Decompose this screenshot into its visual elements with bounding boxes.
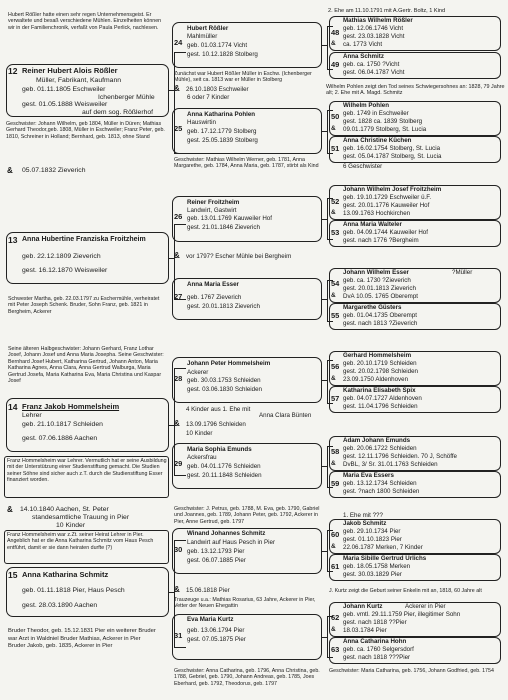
- birth: geb. 13.12.1793 Pier: [187, 548, 245, 555]
- person-name: Jakob Schmitz: [343, 520, 387, 527]
- person-name: Anna Maria Esser: [187, 281, 239, 288]
- birth: geb. 17.12.1779 Stolberg: [187, 128, 257, 135]
- birth: geb. ca. 1750 ?Vicht: [343, 61, 400, 68]
- person-name: Maria Sophia Emunds: [187, 446, 252, 453]
- person-number: 54: [331, 279, 340, 288]
- birth-place: Ichenberger Mühle: [98, 94, 155, 101]
- siblings-note: Geschwister: Mathias Wilhelm Werner, geb. 1781, Anna Margarethe, geb. 1784, Anna Maria, geb. 1787, stirbt als Kind: [174, 157, 319, 170]
- person-name: Reiner Froitzheim: [187, 199, 240, 206]
- marriage: 13.09.1763 Hochkirchen: [343, 210, 411, 217]
- person-number: 27: [174, 292, 183, 301]
- marriage: DvBL, 3/ Sr. 31.01.1763 Schleiden: [343, 461, 438, 468]
- death: gest. 20.02.1798 Schleiden: [343, 368, 418, 375]
- birth-report-note: J. Kurtz zeigt die Geburt seiner Enkelin mit an, 1818, 60 Jahre alt: [329, 588, 482, 594]
- death: gest. 12.11.1796 Schleiden. 70 J, Schöffe: [343, 453, 457, 460]
- person-name: Hubert Rößler: [187, 25, 229, 32]
- occupation: Landwirt, Gastwirt: [187, 207, 237, 214]
- marriage: 09.01.1779 Stolberg, St. Lucia: [343, 126, 427, 133]
- birth: geb. 20.10.1719 Schleiden: [343, 360, 417, 367]
- birth: geb. 13.12.1734 Schleiden: [343, 480, 417, 487]
- marriage: 18.03.1784 Pier: [343, 627, 387, 634]
- death: gest. nach 1813 ?Zieverich: [343, 320, 418, 327]
- occupation: Müller, Fabrikant, Kaufmann: [36, 77, 122, 84]
- death: gest. 28.03.1890 Aachen: [22, 602, 98, 609]
- birth: geb. 18.05.1758 Merken: [343, 563, 411, 570]
- person-number: 49: [331, 60, 340, 69]
- person-name: Anna Katharina Schmitz: [22, 570, 109, 579]
- marriage-symbol: &: [331, 375, 336, 382]
- birth: geb. 01.11.1805 Eschweiler: [22, 86, 106, 93]
- second-marriage-note: 2. Ehe am 11.10.1791 mit A.Gertr. Boltz, 1 Kind: [328, 8, 446, 14]
- marriage: 14.10.1840 Aachen, St. Peter: [20, 506, 109, 513]
- siblings-note: Schwester Martha, geb. 22.03.1797 zu Eschermühle, verheiratet mit Peter Joseph Schenk. Bruder, Sohn Franz, geb. 1821 in Bergheim, Ackerer: [8, 296, 160, 315]
- person-number: 31: [174, 631, 183, 640]
- death: gest. 20.11.1848 Schleiden: [187, 472, 262, 479]
- death: gest. 05.04.1787 Stolberg, St. Lucia: [343, 153, 442, 160]
- death: gest. nach 1818 ???Pier: [343, 654, 411, 661]
- birth: geb. 01.04.1735 Oberempt: [343, 312, 417, 319]
- death: gest. 20.01.1813 Zieverich: [343, 285, 416, 292]
- person-number: 13: [8, 235, 18, 245]
- marriage-symbol: &: [331, 292, 336, 299]
- death: gest. 16.12.1870 Weisweiler: [22, 267, 108, 274]
- person-number: 14: [8, 402, 18, 412]
- person-number: 60: [331, 530, 340, 539]
- death: gest. 21.01.1846 Zieverich: [187, 224, 260, 231]
- death: gest. 07.05.1875 Pier: [187, 636, 246, 643]
- marriage: 13.09.1796 Schleiden: [186, 421, 246, 428]
- person-number: 51: [331, 144, 340, 153]
- first-marriage-note: 1. Ehe mit ???: [343, 512, 383, 519]
- marriage-symbol: &: [331, 40, 336, 47]
- first-marriage: 4 Kinder aus 1. Ehe mit: [186, 406, 251, 413]
- person-name: Anna Hubertine Franziska Froitzheim: [22, 236, 146, 243]
- person-name: Anna Schmitz: [343, 53, 384, 60]
- first-spouse: Anna Clara Bünten: [259, 412, 312, 419]
- marriage-symbol: &: [7, 166, 13, 175]
- birth: geb. 21.10.1817 Schleiden: [22, 421, 103, 428]
- person-number: 30: [174, 545, 183, 554]
- witness-note: Trauzeuge u.a.: Mathias Rosarius, 63 Jahre, Ackerer in Pier, Vetter der Neuen Ehegattin: [174, 597, 316, 610]
- siblings-count: 6 Geschwister: [343, 163, 383, 170]
- birth: geb. ca. 1760 Selgersdorf: [343, 646, 414, 653]
- person-number: 59: [331, 479, 340, 488]
- marriage-civil: standesamtliche Trauung in Pier: [32, 514, 130, 521]
- birth: geb. 22.12.1809 Zieverich: [22, 253, 101, 260]
- marriage: DvA 10.05. 1765 Oberempt: [343, 293, 418, 300]
- death: gest. nach 1776 ?Bergheim: [343, 237, 419, 244]
- birth: geb. 29.10.1734 Pier: [343, 528, 401, 535]
- person-number: 12: [8, 66, 18, 76]
- marriage-symbol: &: [174, 419, 180, 428]
- occupation: Lehrer: [22, 412, 42, 419]
- person-number: 57: [331, 394, 340, 403]
- person-number: 25: [174, 124, 183, 133]
- birth: geb. 04.07.1727 Aldenhoven: [343, 395, 422, 402]
- birth: geb. 1749 in Eschweiler: [343, 110, 409, 117]
- person-name: Johann Wilhelm Esser: [343, 269, 409, 276]
- marriage: 23.09.1750 Aldenhoven: [343, 376, 409, 383]
- marriage-symbol: &: [331, 125, 336, 132]
- death: gest. 20.01.1813 Zieverich: [187, 303, 260, 310]
- marriage-symbol: &: [331, 626, 336, 633]
- halfsiblings-note: Seine älteren Halbgeschwister: Johann Gerhard, Franz Lothar Josef, Johann Josef und Anna Maria Josepha. Seine Geschwister: Bernhard Josef Hubert, Katharina Gertrud, Johann Anton, Maria Katharina Agnes, Anna Clara, Anna Gertrud Walburga, Maria Gertrud Josefa, Maria Katharina Eva, Maria Christina und Kaspar Josef: [8, 346, 164, 385]
- birth: geb. 04.09.1744 Kauweiler Hof: [343, 229, 428, 236]
- person-name: Mathias Wilhelm Rößler: [343, 17, 413, 24]
- birth: geb. 01.03.1774 Vicht: [187, 42, 248, 49]
- person-name: Johann Peter Hommelsheim: [187, 360, 271, 367]
- person-name: Gerhard Hommelsheim: [343, 352, 412, 359]
- birth: geb. 13.06.1794 Pier: [187, 627, 245, 634]
- death-place: auf dem sog. Rößlerhof: [82, 109, 154, 116]
- person-name: Wilhelm Pohlen: [343, 102, 390, 109]
- person-number: 58: [331, 447, 340, 456]
- siblings-note: Geschwister: J. Petrus, geb. 1788, M. Eva, geb. 1790, Gabriel und Joannes, geb. 1789, Johann Peter, geb. 1792, Ackerer in Pier, Anne Gertrud, geb. 1797: [174, 506, 320, 525]
- siblings-note: Geschwister: Johann Wilhelm, geb 1804, Müller in Düren; Mathias Gerhard Theodor,geb. 1808, Müller in Eschweiler; Franz Peter, geb. 1810, Schreiner in Holland; Bernhard, geb. 1813, ohne Stand: [6, 121, 165, 140]
- marriage-symbol: &: [7, 505, 13, 514]
- birth: geb. 16.02.1754 Stolberg, St. Lucia: [343, 145, 441, 152]
- person-number: 48: [331, 28, 340, 37]
- person-name: Winand Johannes Schmitz: [187, 530, 266, 537]
- death: gest. 11.04.1796 Schleiden: [343, 403, 418, 410]
- marriage: 22.06.1787 Merken, 7 Kinder: [343, 544, 423, 551]
- marriage-symbol: &: [331, 460, 336, 467]
- marriage-symbol: &: [174, 251, 180, 260]
- birth: geb. 04.01.1776 Schleiden: [187, 463, 261, 470]
- birth: geb. 19.10.1729 Eschweiler ü.F.: [343, 194, 432, 201]
- elopement-note: Franz Hommelsheim war z.Zt. seiner Heirat Lehrer in Pier. Angeblich hat er die Anna Katharina Schmitz vom Haus Pesch entführt, damit er sie dann heiraten durfte (?): [7, 532, 154, 551]
- death: gest. 07.06.1886 Aachen: [22, 435, 98, 442]
- birth: geb. 13.01.1769 Kauweiler Hof: [187, 215, 272, 222]
- marriage-symbol: &: [331, 209, 336, 216]
- birth: geb. 12.06.1746 Vicht: [343, 25, 404, 32]
- teacher-note: Franz Hommelsheim war Lehrer. Vermutlich hat er seine Ausbildung mit der Unterstützung einer Studienstiftung gemacht. Die Studien seiner Söhne sind sicher auch z.T. durch die Studienstiftung Esser finanziert worden.: [7, 458, 167, 484]
- person-name: Anna Katharina Pohlen: [187, 111, 256, 118]
- person-name: Anna Maria Walteler: [343, 221, 402, 228]
- occupation: ?Müller: [452, 269, 473, 276]
- marriage: 26.10.1803 Eschweiler: [186, 86, 249, 93]
- children-count: 10 Kinder: [186, 430, 213, 437]
- death-report-note: Wilhelm Pohlen zeigt den Tod seines Schwiegersohnes an: 1828, 79 Jahre alt; 2. Ehe mit A. Magd. Schmitz: [326, 84, 505, 97]
- marriage: vor 1797? Escher Mühle bei Bergheim: [186, 253, 292, 260]
- birth: geb. 20.06.1722 Schleiden: [343, 445, 417, 452]
- children-count: 6 oder 7 Kinder: [187, 94, 230, 101]
- siblings-note: Bruder Theodor, geb. 15.12.1831 Pier ein weiterer Bruder war Arzt in Waldniel Bruder Mathias, Ackerer in Pier Bruder Jakob, geb. 1835, Ackerer in Pier: [8, 628, 156, 649]
- person-name: Adam Johann Emunds: [343, 437, 411, 444]
- occupation: Hauswirtin: [187, 119, 216, 126]
- person-number: 62: [331, 613, 340, 622]
- person-name: Reiner Hubert Alois Rößler: [22, 66, 118, 75]
- death: gest. 03.06.1830 Schleiden: [187, 386, 262, 393]
- person-number: 61: [331, 562, 340, 571]
- marriage: 15.06.1818 Pier: [186, 587, 230, 594]
- marriage-symbol: &: [174, 84, 180, 93]
- siblings-note: Geschwister: Anna Catharina, geb. 1796, Anna Christina, geb. 1788, Gebriel, geb. 1790, Johann Andreas, geb. 1785, Joes Eberhard, geb. 1792, Theodorus, geb. 1797: [174, 668, 320, 687]
- death: gest. 06.04.1787 Vicht: [343, 69, 405, 76]
- death: gest. 01.10.1823 Pier: [343, 536, 402, 543]
- birth: geb. 1767 Zieverich: [187, 294, 242, 301]
- siblings-note: Geschwister: Maria Catharina, geb. 1756, Johann Godfried, geb. 1754: [329, 668, 494, 674]
- person-name: Anna Christine Küchen: [343, 137, 412, 144]
- person-name: Franz Jakob Hommelsheim: [22, 402, 120, 411]
- birth: geb. 01.11.1818 Pier, Haus Pesch: [22, 587, 125, 594]
- death: gest. 23.03.1828 Vicht: [343, 33, 405, 40]
- person-number: 28: [174, 374, 183, 383]
- birth: geb. vmtl. 29.11.1759 Pier, illegitimer Sohn: [343, 611, 461, 618]
- person-name: Katharina Elisabeth Spix: [343, 387, 416, 394]
- occupation: Mahlmüller: [187, 33, 218, 40]
- person-name: Maria Eva Essers: [343, 472, 394, 479]
- person-name: Margarethe Güsters: [343, 304, 402, 311]
- death: gest. 1828 ca. 1839 Stolberg: [343, 118, 423, 125]
- death: gest. 30.03.1829 Pier: [343, 571, 402, 578]
- person-number: 52: [331, 197, 340, 206]
- death: gest. 25.05.1839 Stolberg: [187, 137, 258, 144]
- person-number: 24: [174, 38, 183, 47]
- occupation: Landwirt auf Haus Pesch in Pier: [187, 539, 276, 546]
- person-number: 50: [331, 112, 340, 121]
- person-name: Johann Wilhelm Josef Froitzheim: [343, 186, 442, 193]
- death: gest. nach 1818 ??Pier: [343, 619, 407, 626]
- death: gest. 01.05.1888 Weisweiler: [22, 101, 108, 108]
- note: Zunächst war Hubert Rößler Müller in Eschw. (Ichenberger Mühle), seit ca. 1813 war er Müller in Stolberg: [174, 71, 312, 84]
- birth: geb. ca. 1730 ?Zieverich: [343, 277, 411, 284]
- occupation: Ackerer in Pier: [405, 603, 446, 610]
- person-name: Anna Catharina Hohn: [343, 638, 407, 645]
- marriage-symbol: &: [331, 543, 336, 550]
- marriage: 05.07.1832 Zieverich: [22, 167, 86, 174]
- birth: geb. 30.03.1753 Schleiden: [187, 377, 261, 384]
- person-number: 53: [331, 228, 340, 237]
- person-name: Eva Maria Kurtz: [187, 616, 234, 623]
- person-number: 63: [331, 645, 340, 654]
- person-name: Johann Kurtz: [343, 603, 383, 610]
- person-number: 15: [8, 570, 18, 580]
- death: gest. ?nach 1800 Schleiden: [343, 488, 420, 495]
- marriage-symbol: &: [174, 585, 180, 594]
- children-count: 10 Kinder: [56, 522, 86, 529]
- death: gest. 06.07.1885 Pier: [187, 557, 246, 564]
- occupation: Ackerer: [187, 369, 209, 376]
- person-number: 55: [331, 311, 340, 320]
- occupation: Ackersfrau: [187, 454, 217, 461]
- person-number: 29: [174, 459, 183, 468]
- death: gest. 20.01.1776 Kauweiler Hof: [343, 202, 430, 209]
- death: gest. 10.12.1828 Stolberg: [187, 51, 258, 58]
- person-number: 56: [331, 362, 340, 371]
- person-name: Maria Sibille Gertrud Urlichs: [343, 555, 427, 562]
- intro-note: Hubert Rößler hatte einen sehr regen Unternehmensgeist. Er verwaltete und besaß verschiedene Mühlen. Einzelheiten können wir in der Familienchronik, verfaßt von Paula Perlick, nachlesen.: [8, 12, 162, 31]
- marriage: ca. 1773 Vicht: [343, 41, 383, 48]
- person-number: 26: [174, 212, 183, 221]
